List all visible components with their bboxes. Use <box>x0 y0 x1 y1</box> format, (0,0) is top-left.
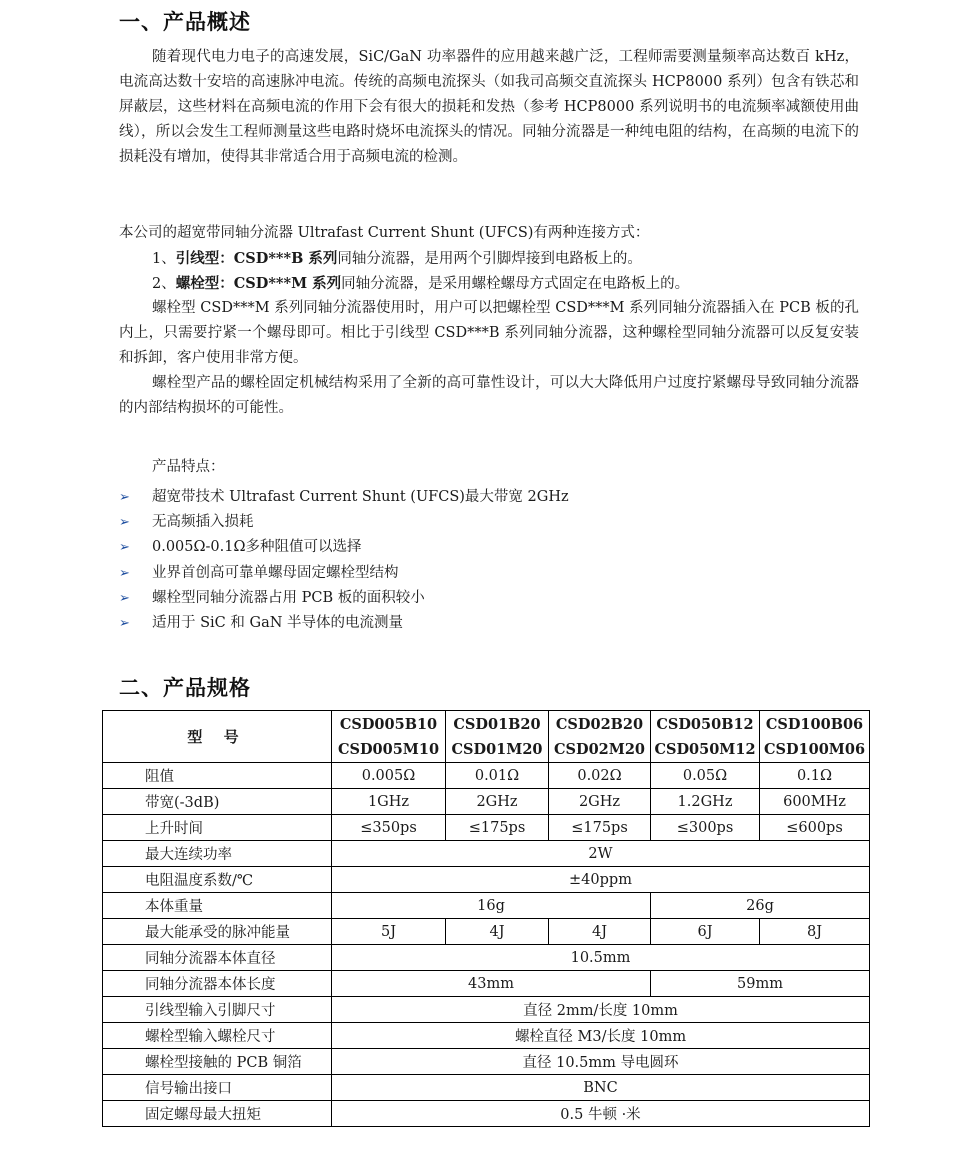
spec-label: 螺栓型输入螺栓尺寸 <box>103 1023 332 1049</box>
spec-value: ≤300ps <box>651 815 760 841</box>
spec-row-pulse-energy <box>103 919 870 945</box>
arrow-bullet-icon: ➢ <box>119 566 130 581</box>
section-title-specs: 二、产品规格 <box>119 676 251 700</box>
connection-type-bolt-number: 2、 <box>152 276 176 292</box>
connection-type-bolt-desc: 同轴分流器，是采用螺栓螺母方式固定在电路板上的。 <box>341 276 690 292</box>
spec-value: 16g <box>332 893 651 919</box>
feature-item <box>119 586 425 611</box>
spec-value: BNC <box>332 1075 870 1101</box>
connection-type-lead-desc: 同轴分流器，是用两个引脚焊接到电路板上的。 <box>337 251 642 267</box>
feature-item <box>119 485 569 510</box>
feature-text: 螺栓型同轴分流器占用 PCB 板的面积较小 <box>152 590 425 606</box>
feature-item <box>119 535 362 560</box>
feature-item <box>119 611 403 636</box>
spec-value: 直径 10.5mm 导电圆环 <box>332 1049 870 1075</box>
section-title-overview: 一、产品概述 <box>119 10 251 34</box>
spec-row-diameter <box>103 945 870 971</box>
model-lead: CSD02B20 <box>555 715 644 733</box>
model-bolt: CSD01M20 <box>451 740 543 758</box>
connection-type-lead-name: 引线型：CSD***B 系列 <box>175 250 338 267</box>
spec-label: 固定螺母最大扭矩 <box>103 1101 332 1127</box>
model-header-label: 型 号 <box>103 711 332 763</box>
feature-text: 适用于 SiC 和 GaN 半导体的电流测量 <box>152 615 404 631</box>
spec-value: ≤600ps <box>760 815 870 841</box>
spec-row-resistance <box>103 763 870 789</box>
spec-value: 螺栓直径 M3/长度 10mm <box>332 1023 870 1049</box>
model-column <box>549 711 651 763</box>
feature-item <box>119 510 254 535</box>
spec-label: 螺栓型接触的 PCB 铜箔 <box>103 1049 332 1075</box>
overview-paragraph: 随着现代电力电子的高速发展，SiC/GaN 功率器件的应用越来越广泛，工程师需要测量频率高达数百 kHz，电流高达数十安培的高速脉冲电流。传统的高频电流探头（如我司高频交直流探头 HCP8000 系列）包含有铁芯和屏蔽层，这些材料在高频电流的作用下会有很大的损耗和发热（参考 HCP8000 系列说明书的电流频率减额使用曲线），所以会发生工程师测量这些电路时烧坏电流探头的情况。同轴分流器是一种纯电阻的结构，在高频的电流下的损耗没有增加，使得其非常适合用于高频电流的检测。 <box>119 49 859 165</box>
spec-label: 最大连续功率 <box>103 841 332 867</box>
feature-item <box>119 561 399 586</box>
feature-text: 无高频插入损耗 <box>152 514 254 530</box>
bolt-usage-paragraph: 螺栓型 CSD***M 系列同轴分流器使用时，用户可以把螺栓型 CSD***M 系列同轴分流器插入在 PCB 板的孔内上，只需要拧紧一个螺母即可。相比于引线型 CSD***B 系列同轴分流器，这种螺栓型同轴分流器可以反复安装和拆卸，客户使用非常方便。 <box>119 300 859 366</box>
spec-row-max-power <box>103 841 870 867</box>
model-bolt: CSD050M12 <box>654 740 756 758</box>
feature-text: 0.005Ω-0.1Ω多种阻值可以选择 <box>152 539 362 555</box>
spec-table <box>102 710 870 1127</box>
model-lead: CSD01B20 <box>453 715 541 733</box>
spec-row-lead-size <box>103 997 870 1023</box>
features-title: 产品特点： <box>152 459 225 475</box>
spec-value: 0.005Ω <box>332 763 446 789</box>
feature-text: 超宽带技术 Ultrafast Current Shunt (UFCS)最大带宽 2GHz <box>152 489 569 505</box>
model-column <box>332 711 446 763</box>
spec-label: 同轴分流器本体直径 <box>103 945 332 971</box>
spec-value: 26g <box>651 893 870 919</box>
spec-label: 本体重量 <box>103 893 332 919</box>
spec-value: 0.01Ω <box>446 763 549 789</box>
connection-type-lead-number: 1、 <box>152 251 176 267</box>
spec-label: 最大能承受的脉冲能量 <box>103 919 332 945</box>
model-column <box>446 711 549 763</box>
model-column <box>760 711 870 763</box>
arrow-bullet-icon: ➢ <box>119 490 130 505</box>
connection-type-bolt-name: 螺栓型：CSD***M 系列 <box>175 275 342 292</box>
spec-value: 1GHz <box>332 789 446 815</box>
arrow-bullet-icon: ➢ <box>119 616 130 631</box>
spec-label: 信号输出接口 <box>103 1075 332 1101</box>
spec-row-output <box>103 1075 870 1101</box>
connection-type-lead <box>152 246 642 272</box>
model-bolt: CSD02M20 <box>554 740 645 758</box>
spec-value: ≤175ps <box>549 815 651 841</box>
spec-label: 电阻温度系数/℃ <box>103 867 332 893</box>
model-lead: CSD050B12 <box>656 715 754 733</box>
spec-label: 阻值 <box>103 763 332 789</box>
spec-row-bandwidth <box>103 789 870 815</box>
spec-value: 0.05Ω <box>651 763 760 789</box>
spec-header-row <box>103 711 870 763</box>
model-column <box>651 711 760 763</box>
model-lead: CSD100B06 <box>765 715 864 733</box>
spec-row-rise-time <box>103 815 870 841</box>
model-bolt: CSD100M06 <box>763 740 866 758</box>
bolt-reliability-paragraph: 螺栓型产品的螺栓固定机械结构采用了全新的高可靠性设计，可以大大降低用户过度拧紧螺母导致同轴分流器的内部结构损坏的可能性。 <box>119 375 859 416</box>
model-lead: CSD005B10 <box>339 715 438 733</box>
spec-value: 直径 2mm/长度 10mm <box>332 997 870 1023</box>
arrow-bullet-icon: ➢ <box>119 540 130 555</box>
spec-row-weight <box>103 893 870 919</box>
spec-value: ±40ppm <box>332 867 870 893</box>
spec-row-torque <box>103 1101 870 1127</box>
spec-value: 43mm <box>332 971 651 997</box>
spec-value: 1.2GHz <box>651 789 760 815</box>
spec-label: 同轴分流器本体长度 <box>103 971 332 997</box>
spec-row-bolt-size <box>103 1023 870 1049</box>
spec-value: 4J <box>446 919 549 945</box>
spec-value: 0.02Ω <box>549 763 651 789</box>
spec-value: 8J <box>760 919 870 945</box>
spec-value: 5J <box>332 919 446 945</box>
spec-row-tempco <box>103 867 870 893</box>
spec-label: 带宽(-3dB) <box>103 789 332 815</box>
connection-types-intro: 本公司的超宽带同轴分流器 Ultrafast Current Shunt (UFCS)有两种连接方式： <box>119 225 650 241</box>
spec-value: 10.5mm <box>332 945 870 971</box>
spec-value: 2GHz <box>446 789 549 815</box>
arrow-bullet-icon: ➢ <box>119 515 130 530</box>
spec-value: ≤175ps <box>446 815 549 841</box>
spec-row-pcb-foil <box>103 1049 870 1075</box>
spec-value: 4J <box>549 919 651 945</box>
spec-value: 0.1Ω <box>760 763 870 789</box>
spec-value: ≤350ps <box>332 815 446 841</box>
spec-value: 0.5 牛顿 ·米 <box>332 1101 870 1127</box>
spec-value: 2W <box>332 841 870 867</box>
spec-value: 600MHz <box>760 789 870 815</box>
spec-label: 上升时间 <box>103 815 332 841</box>
spec-row-length <box>103 971 870 997</box>
arrow-bullet-icon: ➢ <box>119 591 130 606</box>
spec-value: 59mm <box>651 971 870 997</box>
model-bolt: CSD005M10 <box>337 740 440 758</box>
spec-value: 2GHz <box>549 789 651 815</box>
spec-label: 引线型输入引脚尺寸 <box>103 997 332 1023</box>
spec-value: 6J <box>651 919 760 945</box>
connection-type-bolt <box>152 271 689 297</box>
feature-text: 业界首创高可靠单螺母固定螺栓型结构 <box>152 565 399 581</box>
